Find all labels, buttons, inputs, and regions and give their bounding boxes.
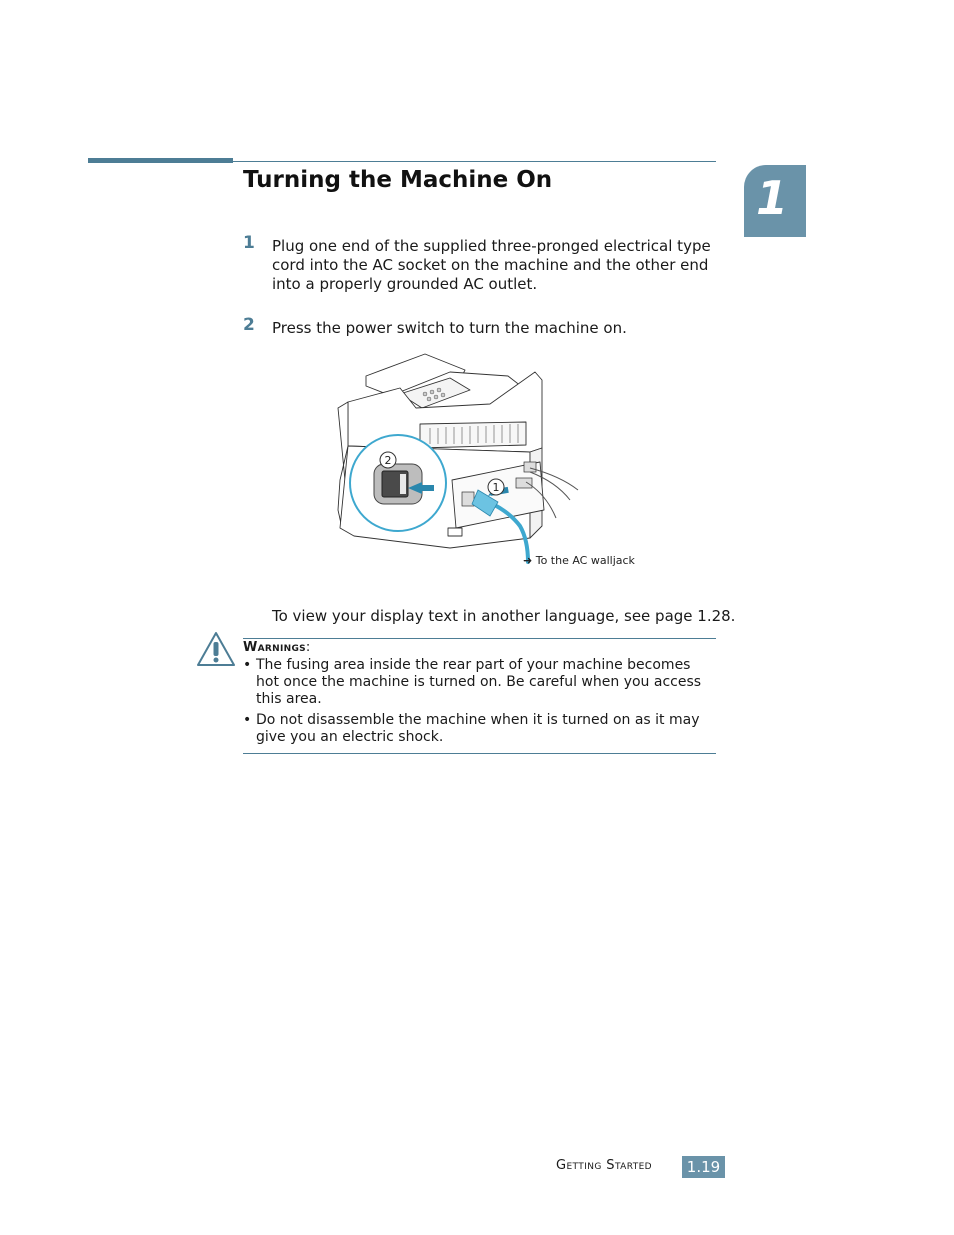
chapter-number: 1 — [755, 171, 788, 225]
step-text: Press the power switch to turn the machine on. — [272, 319, 627, 337]
step-number: 2 — [243, 315, 255, 335]
footer-section: Getting Started — [556, 1158, 653, 1173]
callout-2: 2 — [384, 454, 392, 467]
step-number: 1 — [243, 233, 255, 253]
machine-illustration — [330, 350, 640, 575]
page-title: Turning the Machine On — [243, 167, 553, 193]
header-rule-thin — [233, 161, 716, 162]
callout-1: 1 — [492, 481, 500, 494]
figure-caption: ➜ To the AC walljack — [523, 554, 635, 567]
header-rule-thick — [88, 158, 233, 163]
chapter-tab — [744, 165, 806, 237]
page-number: 1.19 — [682, 1156, 725, 1178]
warning-rule-bottom — [243, 753, 716, 754]
warning-heading: Warnings: — [243, 640, 311, 655]
language-note: To view your display text in another language, see page 1.28. — [272, 607, 736, 625]
step-text: Plug one end of the supplied three-pronged electrical type cord into the AC socket on the machine and the other end into a properly grounded AC outlet. — [272, 237, 711, 293]
warning-icon — [196, 631, 236, 667]
warning-rule-top — [243, 638, 716, 639]
